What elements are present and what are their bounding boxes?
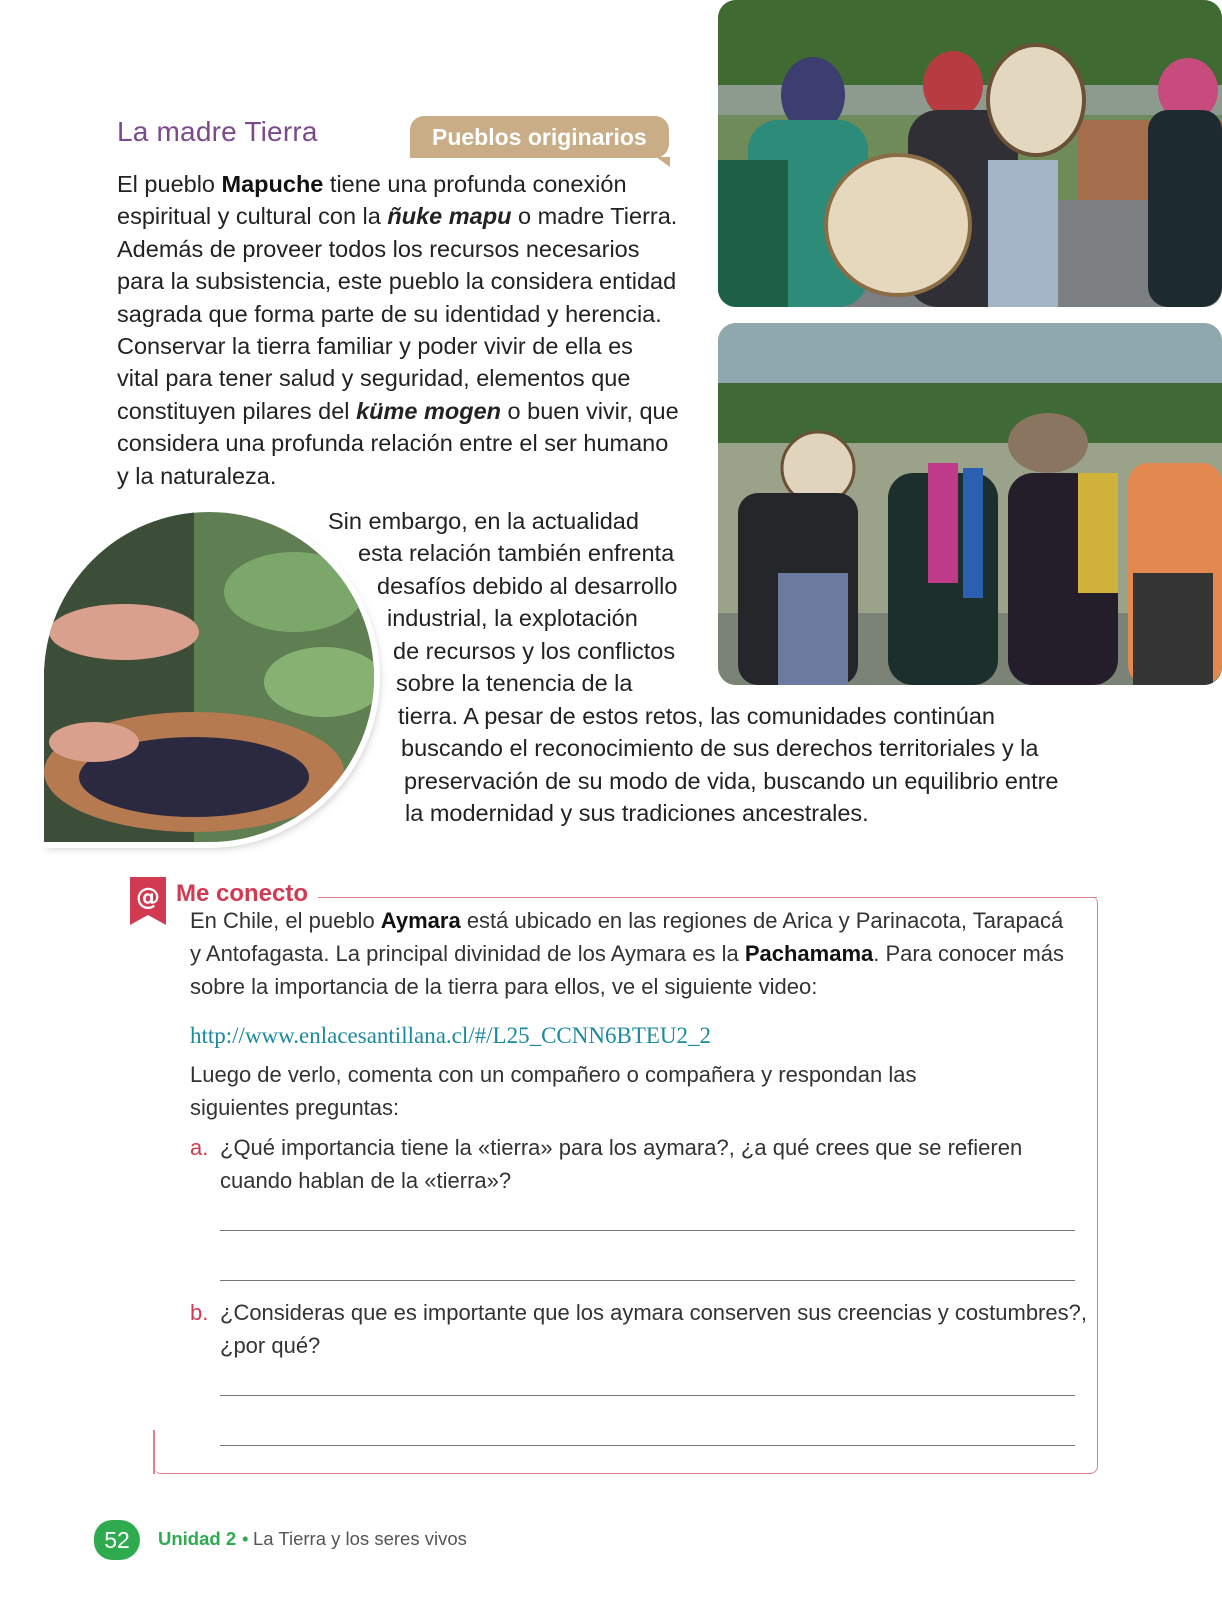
question-b-line: ¿Consideras que es importante que los aymara conserven sus creencias y costumbres?, bbox=[220, 1300, 1087, 1325]
intro-line: Conservar la tierra familiar y poder vivir de ella es bbox=[117, 333, 633, 360]
answer-line-a2[interactable] bbox=[220, 1280, 1075, 1281]
ceremony-photo bbox=[718, 323, 1222, 685]
second-line: de recursos y los conflictos bbox=[393, 638, 676, 664]
question-b bbox=[220, 1296, 1090, 1362]
at-sign-glyph: @ bbox=[136, 883, 160, 911]
second-line: la modernidad y sus tradiciones ancestrales. bbox=[405, 800, 869, 826]
second-line: sobre la tenencia de la bbox=[396, 670, 633, 696]
second-line: tierra. A pesar de estos retos, las comunidades continúan bbox=[398, 703, 995, 729]
intro-line: para la subsistencia, este pueblo la considera entidad bbox=[117, 268, 677, 295]
question-a-line: ¿Qué importancia tiene la «tierra» para los aymara?, ¿a qué crees que se refieren bbox=[220, 1135, 1023, 1160]
intro-line: El pueblo Mapuche tiene una profunda conexión bbox=[117, 171, 627, 197]
intro-line: vital para tener salud y seguridad, elementos que bbox=[117, 365, 631, 392]
intro-line: espiritual y cultural con la ñuke mapu o madre Tierra. bbox=[117, 203, 678, 230]
second-line: Sin embargo, en la actualidad bbox=[328, 508, 639, 534]
mc-line: sobre la importancia de la tierra para ellos, ve el siguiente video: bbox=[190, 974, 818, 999]
at-sign-icon bbox=[130, 877, 166, 925]
second-line: industrial, la explotación bbox=[387, 605, 638, 631]
me-conecto-instructions bbox=[190, 1058, 1070, 1124]
me-conecto-title: Me conecto bbox=[176, 880, 309, 907]
intro-line: considera una profunda relación entre el ser humano bbox=[117, 430, 669, 457]
footer-separator: • bbox=[242, 1528, 249, 1549]
second-line: buscando el reconocimiento de sus derechos territoriales y la bbox=[401, 735, 1039, 761]
answer-line-a1[interactable] bbox=[220, 1230, 1075, 1231]
mc-line: y Antofagasta. La principal divinidad de los Aymara es la Pachamama. Para conocer más bbox=[190, 941, 1064, 966]
second-line: desafíos debido al desarrollo bbox=[377, 573, 678, 599]
category-tag: Pueblos originarios bbox=[410, 116, 669, 158]
procession-photo bbox=[718, 0, 1222, 307]
mc-line: siguientes preguntas: bbox=[190, 1095, 400, 1120]
mc-line: En Chile, el pueblo Aymara está ubicado en las regiones de Arica y Parinacota, Tarapacá bbox=[190, 908, 1064, 933]
answer-line-b1[interactable] bbox=[220, 1395, 1075, 1396]
section-title: La madre Tierra bbox=[117, 116, 318, 147]
question-b-letter: b. bbox=[190, 1300, 209, 1325]
second-line: preservación de su modo de vida, buscando un equilibrio entre bbox=[404, 768, 1059, 794]
intro-line: sagrada que forma parte de su identidad y herencia. bbox=[117, 300, 662, 327]
question-b-line: ¿por qué? bbox=[220, 1333, 321, 1358]
question-a-letter: a. bbox=[190, 1135, 209, 1160]
video-link[interactable]: http://www.enlacesantillana.cl/#/L25_CCNN6BTEU2_2 bbox=[190, 1023, 712, 1048]
intro-paragraph bbox=[117, 168, 687, 492]
footer-subtitle: La Tierra y los seres vivos bbox=[253, 1528, 467, 1549]
question-a bbox=[220, 1131, 1080, 1197]
berries-harvest-photo bbox=[44, 512, 374, 842]
intro-line: constituyen pilares del küme mogen o buen vivir, que bbox=[117, 397, 679, 424]
intro-line: Además de proveer todos los recursos necesarios bbox=[117, 235, 640, 262]
me-conecto-box-left-edge bbox=[153, 1430, 155, 1474]
mc-line: Luego de verlo, comenta con un compañero o compañera y respondan las bbox=[190, 1062, 917, 1087]
question-a-line: cuando hablan de la «tierra»? bbox=[220, 1168, 512, 1193]
page-number: 52 bbox=[94, 1520, 140, 1560]
second-line: esta relación también enfrenta bbox=[358, 540, 675, 566]
answer-line-b2[interactable] bbox=[220, 1445, 1075, 1446]
intro-line: y la naturaleza. bbox=[117, 462, 277, 489]
footer-unit: Unidad 2 bbox=[158, 1528, 237, 1549]
me-conecto-text bbox=[190, 904, 1070, 1003]
